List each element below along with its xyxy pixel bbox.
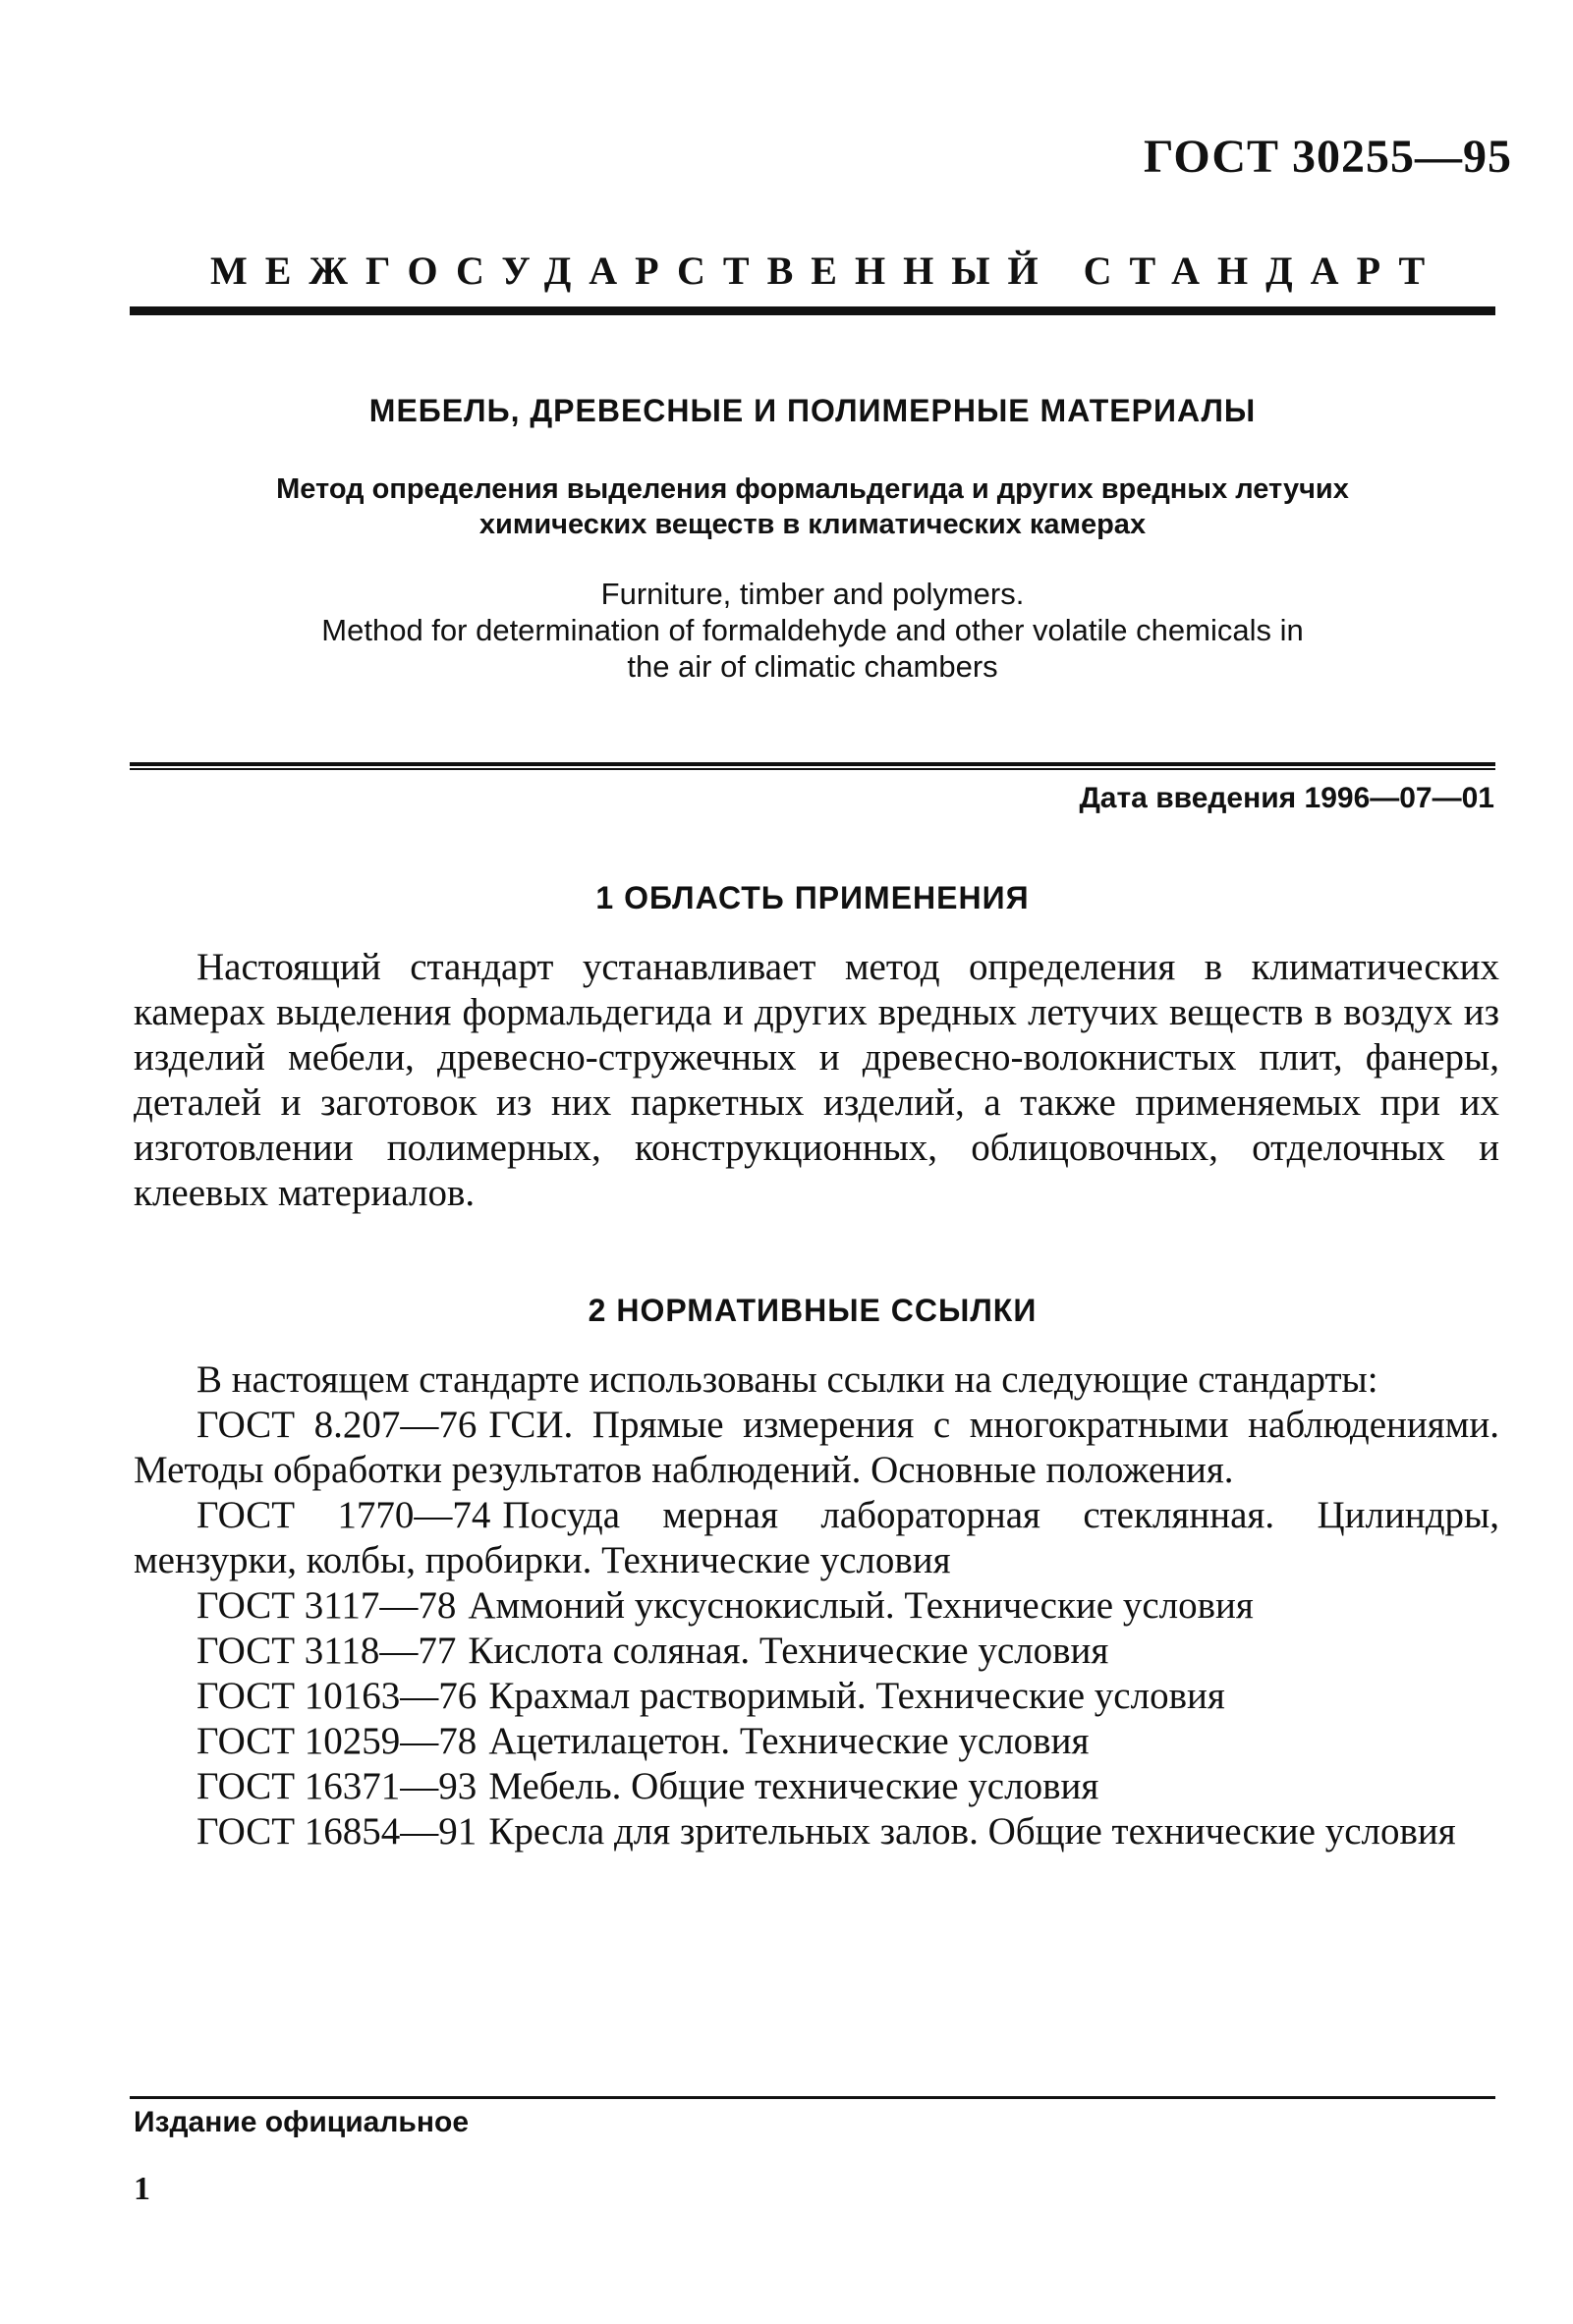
reference-title: Аммоний уксуснокислый. Технические условия (468, 1584, 1254, 1627)
references-intro: В настоящем стандарте использованы ссылки на следующие стандарты: (197, 1358, 1378, 1401)
title-rule (130, 762, 1495, 770)
reference-code: ГОСТ 16371—93 (197, 1765, 478, 1807)
reference-item (134, 1629, 1499, 1674)
document-title-en (130, 576, 1495, 685)
reference-code: ГОСТ 3117—78 (197, 1584, 457, 1627)
section-2-heading: 2 НОРМАТИВНЫЕ ССЫЛКИ (588, 1293, 1038, 1328)
title-en-line-1: Furniture, timber and polymers. (600, 577, 1025, 611)
subtitle-ru-line-2: химических веществ в климатических камерах (478, 509, 1147, 540)
intro-date: Дата введения 1996—07—01 (1079, 782, 1494, 814)
reference-code: ГОСТ 10163—76 (197, 1675, 478, 1717)
reference-title: Кислота соляная. Технические условия (468, 1630, 1109, 1672)
footer-rule (130, 2096, 1495, 2099)
reference-code: ГОСТ 10259—78 (197, 1720, 478, 1762)
reference-item (134, 1809, 1499, 1854)
subtitle-ru-line-1: Метод определения выделения формальдегида и других вредных летучих (276, 473, 1349, 505)
edition-note: Издание официальное (134, 2106, 470, 2138)
section-1-heading: 1 ОБЛАСТЬ ПРИМЕНЕНИЯ (595, 880, 1030, 915)
reference-title: Ацетилацетон. Технические условия (488, 1720, 1090, 1762)
reference-item (134, 1403, 1499, 1493)
page-number: 1 (134, 2171, 150, 2207)
reference-item (134, 1583, 1499, 1629)
reference-title: Посуда мерная лабораторная стеклянная. Цилиндры, мензурки, колбы, пробирки. Технические условия (134, 1494, 1499, 1581)
header-rule (130, 306, 1495, 315)
document-subtitle-ru (130, 471, 1495, 542)
reference-code: ГОСТ 1770—74 (197, 1494, 491, 1536)
section-1-body (134, 945, 1499, 1216)
reference-item (134, 1674, 1499, 1719)
reference-item (134, 1719, 1499, 1764)
document-title-ru: МЕБЕЛЬ, ДРЕВЕСНЫЕ И ПОЛИМЕРНЫЕ МАТЕРИАЛЫ (368, 393, 1257, 428)
reference-code: ГОСТ 8.207—76 (197, 1404, 478, 1446)
standard-type: МЕЖГОСУДАРСТВЕННЫЙ СТАНДАРТ (210, 249, 1443, 293)
title-en-line-2: Method for determination of formaldehyde and other volatile chemicals in (321, 613, 1304, 647)
reference-item (134, 1493, 1499, 1583)
reference-item (134, 1764, 1499, 1809)
reference-title: ГСИ. Прямые измерения с многократными наблюдениями. Методы обработки результатов наблюдений. Основные положения. (134, 1404, 1499, 1491)
reference-title: Мебель. Общие технические условия (488, 1765, 1099, 1807)
reference-title: Кресла для зрительных залов. Общие технические условия (488, 1810, 1456, 1853)
reference-code: ГОСТ 16854—91 (197, 1810, 478, 1853)
reference-code: ГОСТ 3118—77 (197, 1630, 457, 1672)
section-1-paragraph: Настоящий стандарт устанавливает метод определения в климатических камерах выделения формальдегида и других вредных летучих веществ в воздух из изделий мебели, древесно-стружечных и древесно-волокнистых плит, фанеры, деталей и заготовок из них паркетных изделий, а также применяемых при их изготовлении полимерных, конструкционных, облицовочных, отделочных и клеевых материалов. (134, 946, 1499, 1214)
doc-code: ГОСТ 30255—95 (1144, 131, 1512, 183)
references-list (134, 1357, 1499, 1854)
title-en-line-3: the air of climatic chambers (627, 649, 998, 684)
reference-title: Крахмал растворимый. Технические условия (488, 1675, 1225, 1717)
